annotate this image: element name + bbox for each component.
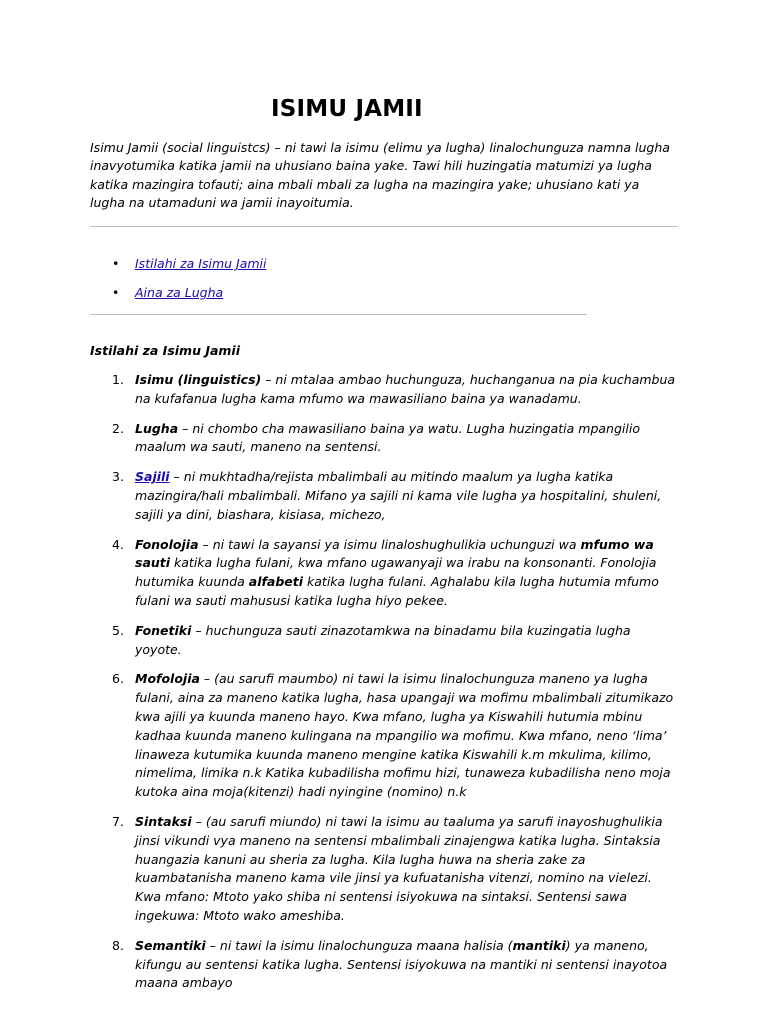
definition-list — [90, 371, 678, 1004]
list-item — [90, 371, 678, 409]
bullet-icon: • — [112, 256, 120, 271]
item-number: 3. — [112, 469, 124, 485]
list-item — [90, 622, 678, 660]
item-number: 1. — [112, 372, 124, 387]
list-item — [90, 420, 678, 458]
toc-link-aina[interactable]: Aina za Lugha — [135, 285, 224, 300]
definition: – ni tawi la sayansi ya isimu linaloshughulikia uchunguzi wa — [198, 536, 581, 552]
toc-item — [90, 284, 266, 313]
term: Mofolojia — [135, 671, 200, 687]
list-item — [90, 937, 678, 993]
item-number: 4. — [112, 536, 124, 552]
intro-paragraph: Isimu Jamii (social linguistcs) – ni tawi la isimu (elimu ya lugha) linalochunguza namna lugha inavyotumika katika jamii na uhusiano baina yake. Tawi hili huzingatia matumizi ya lugha katika mazingira tofauti; aina mbali mbali za lugha na mazingira yake; uhusiano kati ya lugha na utamaduni wa jamii inayoitumia. — [90, 140, 670, 211]
definition: – huchunguza sauti zinazotamkwa na binadamu bila kuzingatia lugha yoyote. — [135, 622, 631, 657]
definition: – (au sarufi miundo) ni tawi la isimu au taaluma ya sarufi inayoshughulikia jinsi vikundi vya maneno na sentensi mbalimbali zinajengwa katika lugha. Sintaksia huangazia kanuni au sheria za lugha. Kila lugha huwa na sheria zake za kuambatanisha maneno kama vile jinsi ya kufuatanisha vitenzi, nomino na vielezi. Kwa mfano: Mtoto yako shiba ni sentensi isiyokuwa na sintaksi. Sentensi sawa ingekuwa: Mtoto wako ameshiba. — [135, 813, 663, 923]
emphasis: mantiki — [512, 937, 566, 953]
list-item — [90, 468, 678, 524]
definition: – ni mtalaa ambao huchunguza, huchanganua na pia kuchambua na kufafanua lugha kama mfumo wa mawasiliano baina ya wanadamu. — [135, 372, 676, 406]
list-item — [90, 670, 678, 802]
list-item — [90, 813, 678, 926]
bullet-icon: • — [112, 285, 120, 300]
term: Sintaksi — [135, 813, 192, 829]
definition: – ni chombo cha mawasiliano baina ya watu. Lugha huzingatia mpangilio maalum wa sauti, maneno na sentensi. — [135, 420, 640, 455]
definition: ) ya maneno, kifungu au sentensi katika lugha. Sentensi isiyokuwa na mantiki ni sentensi inayotoa maana ambayo — [135, 937, 668, 991]
item-number: 5. — [112, 622, 124, 638]
toc-item — [90, 255, 266, 284]
term: Isimu (linguistics) — [135, 372, 262, 387]
term-link-sajili[interactable]: Sajili — [135, 469, 170, 485]
item-number: 6. — [112, 671, 124, 687]
divider-top — [90, 226, 678, 227]
list-item — [90, 536, 678, 611]
definition: – ni mukhtadha/rejista mbalimbali au mitindo maalum ya lugha katika mazingira/hali mbalimbali. Mifano ya sajili ni kama vile lugha ya hospitalini, shuleni, sajili ya dini, biashara, kisiasa, michezo, — [135, 469, 662, 522]
item-number: 8. — [112, 937, 124, 953]
item-number: 7. — [112, 813, 124, 829]
emphasis: mfumo wa sauti — [135, 536, 654, 571]
definition: katika lugha fulani. Aghalabu kila lugha hutumia mfumo fulani wa sauti mahususi katika lugha hiyo pekee. — [135, 574, 659, 608]
term: Fonolojia — [135, 536, 199, 552]
item-number: 2. — [112, 420, 124, 436]
term: Semantiki — [135, 937, 206, 953]
definition: – (au sarufi maumbo) ni tawi la isimu linalochunguza maneno ya lugha fulani, aina za maneno katika lugha, hasa upangaji wa mofimu mbalimbali zitumikazo kwa ajili ya kuunda maneno hayo. Kwa mfano, lugha ya Kiswahili hutumia mbinu kadhaa kuunda maneno kulingana na mpangilio wa mofimu. Kwa mfano, neno ‘lima’ linaweza kutumika kuunda maneno mengine katika Kiswahili k.m mkulima, kilimo, nimelima, limika n.k Katika kubadilisha mofimu hizi, tunaweza kubadilisha neno moja kutoka aina moja(kitenzi) hadi nyingine (nomino) n.k — [135, 671, 674, 800]
page-title: ISIMU JAMII — [271, 96, 423, 122]
toc-link-istilahi[interactable]: Istilahi za Isimu Jamii — [135, 256, 267, 271]
definition: – ni tawi la isimu linalochunguza maana halisia ( — [205, 937, 513, 953]
section-heading: Istilahi za Isimu Jamii — [90, 343, 240, 358]
term: Lugha — [135, 420, 179, 436]
table-of-contents — [90, 255, 266, 313]
emphasis: alfabeti — [248, 574, 304, 590]
definition: katika lugha fulani, kwa mfano ugawanyaji wa irabu na konsonanti. Fonolojia hutumika kuunda — [135, 555, 657, 590]
divider-bottom — [90, 314, 587, 315]
term: Fonetiki — [135, 622, 192, 638]
